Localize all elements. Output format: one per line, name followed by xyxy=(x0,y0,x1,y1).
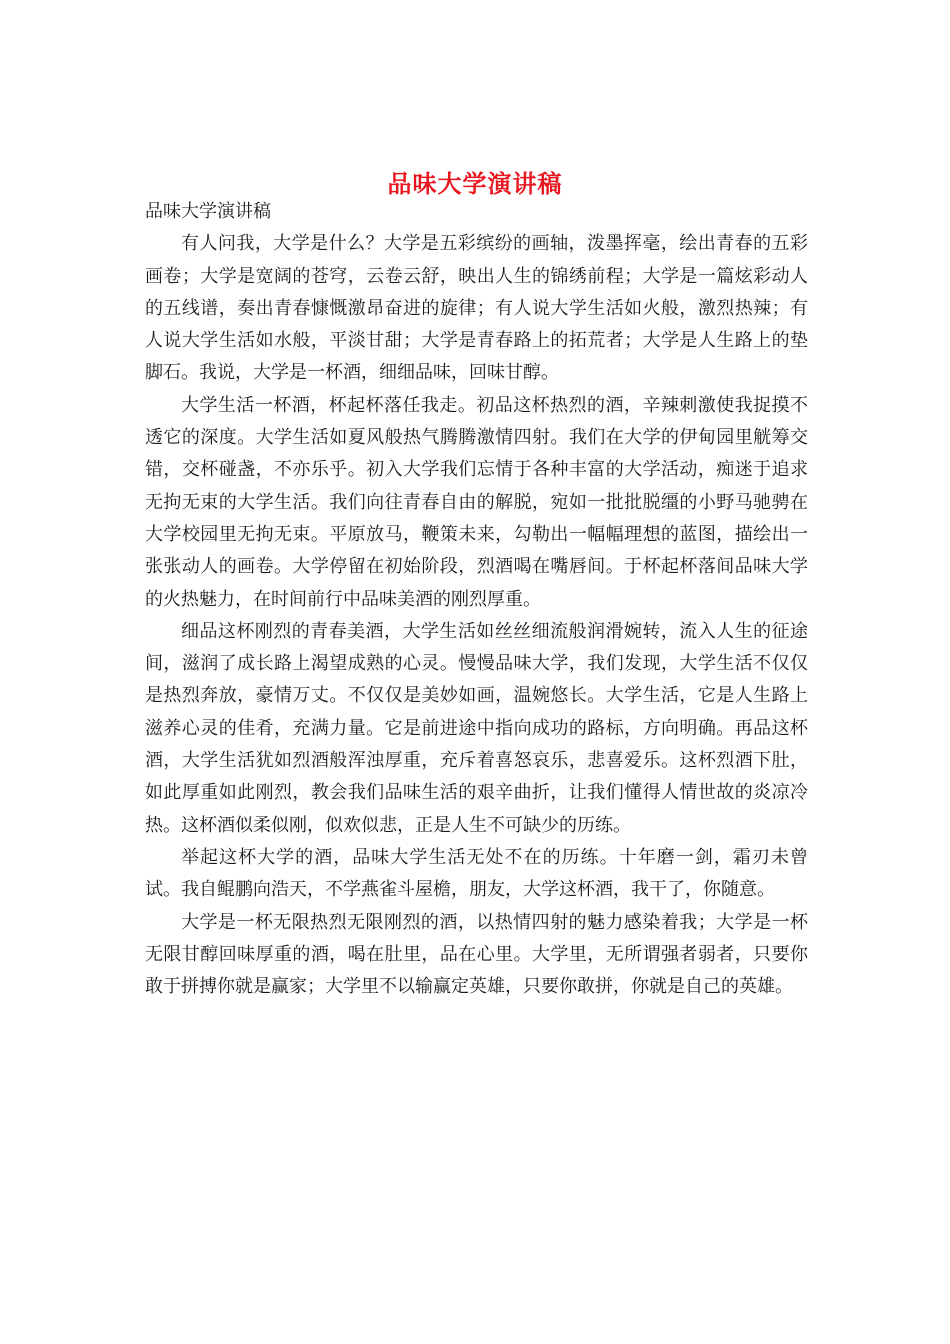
paragraph: 有人问我，大学是什么？大学是五彩缤纷的画轴，泼墨挥毫，绘出青春的五彩画卷；大学是宽阔的苍穹，云卷云舒，映出人生的锦绣前程；大学是一篇炫彩动人的五线谱，奏出青春慷慨激昂奋进的旋律；有人说大学生活如火般，激烈热辣；有人说大学生活如水般，平淡甘甜；大学是青春路上的拓荒者；大学是人生路上的垫脚石。我说，大学是一杯酒，细细品味，回味甘醇。 xyxy=(145,233,808,384)
paragraph: 大学生活一杯酒，杯起杯落任我走。初品这杯热烈的酒，辛辣刺激使我捉摸不透它的深度。大学生活如夏风般热气腾腾激情四射。我们在大学的伊甸园里觥筹交错，交杯碰盏，不亦乐乎。初入大学我们忘情于各种丰富的大学活动，痴迷于追求无拘无束的大学生活。我们向往青春自由的解脱，宛如一批批脱缰的小野马驰骋在大学校园里无拘无束。平原放马，鞭策未来，勾勒出一幅幅理想的蓝图，描绘出一张张动人的画卷。大学停留在初始阶段，烈酒喝在嘴唇间。于杯起杯落间品味大学的火热魅力，在时间前行中品味美酒的刚烈厚重。 xyxy=(145,394,808,610)
page-title: 品味大学演讲稿 xyxy=(387,169,563,199)
paragraph: 大学是一杯无限热烈无限刚烈的酒，以热情四射的魅力感染着我；大学是一杯无限甘醇回味厚重的酒，喝在肚里，品在心里。大学里，无所谓强者弱者，只要你敢于拼搏你就是赢家；大学里不以输赢定英雄，只要你敢拼，你就是自己的英雄。 xyxy=(145,911,808,998)
paragraph: 细品这杯刚烈的青春美酒，大学生活如丝丝细流般润滑婉转，流入人生的征途间，滋润了成长路上渴望成熟的心灵。慢慢品味大学，我们发现，大学生活不仅仅是热烈奔放，豪情万丈。不仅仅是美妙如画，温婉悠长。大学生活，它是人生路上滋养心灵的佳肴，充满力量。它是前进途中指向成功的路标，方向明确。再品这杯酒，大学生活犹如烈酒般浑浊厚重，充斥着喜怒哀乐，悲喜爱乐。这杯烈酒下肚，如此厚重如此刚烈，教会我们品味生活的艰辛曲折，让我们懂得人情世故的炎凉冷热。这杯酒似柔似刚，似欢似悲，正是人生不可缺少的历练。 xyxy=(145,620,808,836)
paragraph: 举起这杯大学的酒，品味大学生活无处不在的历练。十年磨一剑，霜刃未曾试。我自鲲鹏向浩天，不学燕雀斗屋檐，朋友，大学这杯酒，我干了，你随意。 xyxy=(145,846,808,901)
document-subtitle: 品味大学演讲稿 xyxy=(145,201,271,222)
document-body xyxy=(145,196,808,1003)
